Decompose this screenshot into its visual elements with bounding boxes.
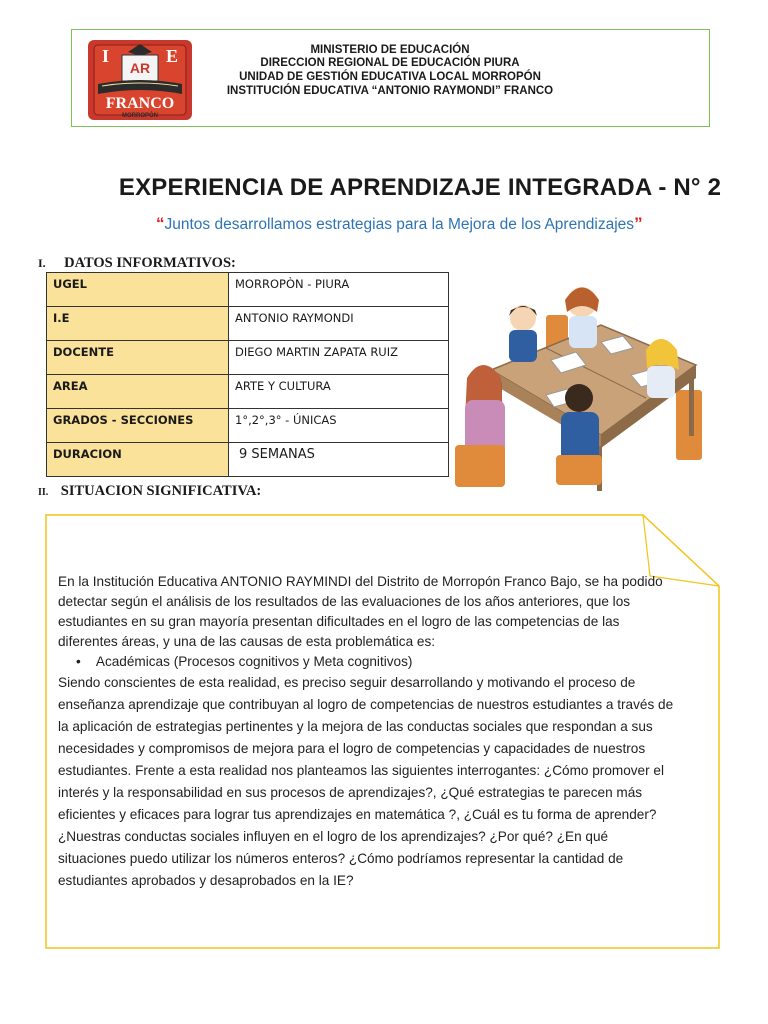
close-quote: ” xyxy=(634,214,643,233)
info-row xyxy=(47,443,449,477)
page-title: EXPERIENCIA DE APRENDIZAJE INTEGRADA - N° 2 xyxy=(118,174,722,201)
info-table xyxy=(46,272,449,477)
svg-text:FRANCO: FRANCO xyxy=(105,95,175,112)
situacion-paragraph-1: En la Institución Educativa ANTONIO RAYMINDI del Distrito de Morropón Franco Bajo, se ha podido detectar según el análisis de los resultados de las evaluaciones de los años anteriores, que los estudiantes en su gran mayoría presentan dificultades en el logro de las competencias de las diferentes áreas, y una de las causas de esta problemática es: xyxy=(58,574,663,649)
info-value: ANTONIO RAYMONDI xyxy=(229,307,449,341)
info-row xyxy=(47,273,449,307)
info-label: DOCENTE xyxy=(47,341,229,375)
situacion-bullet-item xyxy=(58,652,678,672)
svg-text:AR: AR xyxy=(129,60,151,76)
header-line-direccion: DIRECCION REGIONAL DE EDUCACIÓN PIURA xyxy=(260,57,520,69)
open-quote: “ xyxy=(156,214,165,233)
header-line-institucion: INSTITUCIÓN EDUCATIVA “ANTONIO RAYMONDI” FRANCO xyxy=(226,85,554,97)
section-title: DATOS INFORMATIVOS: xyxy=(64,255,236,271)
info-value: MORROPÒN - PIURA xyxy=(229,273,449,307)
info-row xyxy=(47,409,449,443)
section-title: SITUACION SIGNIFICATIVA: xyxy=(60,483,262,499)
svg-text:E: E xyxy=(166,46,179,66)
institution-logo xyxy=(88,40,192,120)
students-studying-illustration xyxy=(451,270,710,497)
info-row xyxy=(47,307,449,341)
info-value: 9 SEMANAS xyxy=(229,443,449,477)
info-label: AREA xyxy=(47,375,229,409)
svg-text:MORROPÓN: MORROPÓN xyxy=(122,113,158,119)
info-value: DIEGO MARTIN ZAPATA RUIZ xyxy=(229,341,449,375)
info-row xyxy=(47,375,449,409)
subtitle-text: Juntos desarrollamos estrategias para la Mejora de los Aprendizajes xyxy=(164,216,635,233)
header-line-ministerio: MINISTERIO DE EDUCACIÓN xyxy=(310,44,470,56)
info-label: GRADOS - SECCIONES xyxy=(47,409,229,443)
section-number: I. xyxy=(38,256,46,270)
section-number: II. xyxy=(38,487,49,498)
situacion-text xyxy=(58,572,678,892)
info-row xyxy=(47,341,449,375)
bullet-dot: • xyxy=(76,654,96,669)
info-label: UGEL xyxy=(47,273,229,307)
info-label: DURACION xyxy=(47,443,229,477)
bullet-text: Académicas (Procesos cognitivos y Meta cognitivos) xyxy=(95,654,413,669)
info-value: ARTE Y CULTURA xyxy=(229,375,449,409)
svg-text:I: I xyxy=(102,46,110,66)
page-subtitle xyxy=(156,214,716,234)
section-heading-datos xyxy=(38,254,236,272)
section-heading-situacion xyxy=(38,482,261,500)
situacion-paragraph-2: Siendo conscientes de esta realidad, es preciso seguir desarrollando y motivando el proceso de enseñanza aprendizaje que contribuyan al logro de competencias de nuestros estudiantes a través de la aplicación de estrategias pertinentes y la mejora de las conductas sociales que respondan a sus necesidades y compromisos de mejora para el logro de competencias y capacidades de nuestros estudiantes. Frente a esta realidad nos planteamos las siguientes interrogantes: ¿Cómo promover el interés y la responsabilidad en sus procesos de aprendizajes?, ¿Qué estrategias te parecen más eficientes y eficaces para lograr tus aprendizajes en matemática ?, ¿Cuál es tu forma de aprender? ¿Nuestras conductas sociales influyen en el logro de los aprendizajes? ¿Por qué? ¿En qué situaciones puedo utilizar los números enteros? ¿Cómo podríamos representar la cantidad de estudiantes aprobados y desaprobados en la IE? xyxy=(58,675,674,888)
info-value: 1°,2°,3° - ÚNICAS xyxy=(229,409,449,443)
header-line-ugel: UNIDAD DE GESTIÓN EDUCATIVA LOCAL MORROPÓN xyxy=(239,71,541,83)
info-label: I.E xyxy=(47,307,229,341)
